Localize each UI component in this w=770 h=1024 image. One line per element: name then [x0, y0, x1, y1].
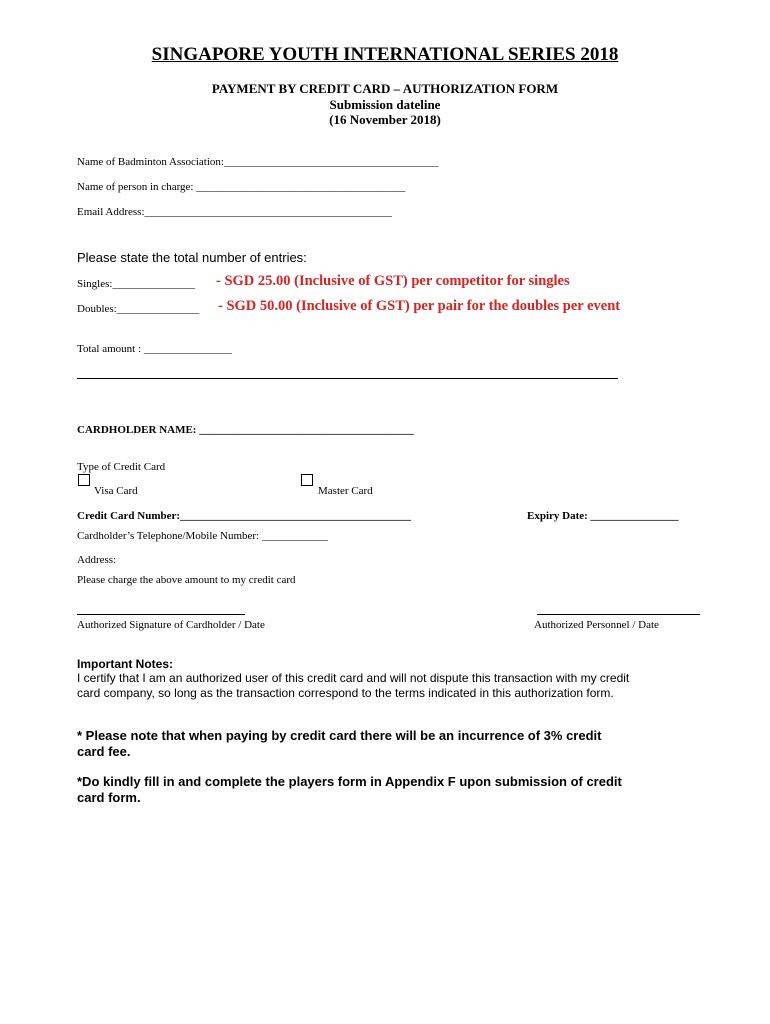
- notes-line-1: I certify that I am an authorized user of this credit card and will not dispute this transaction with my credit: [77, 671, 630, 685]
- form-subtitle: PAYMENT BY CREDIT CARD – AUTHORIZATION FORM: [211, 81, 559, 96]
- page-title: SINGAPORE YOUTH INTERNATIONAL SERIES 2018: [151, 44, 619, 65]
- person-in-charge-field[interactable]: Name of person in charge: ______________________________________: [77, 181, 406, 193]
- appendix-note-line-1: *Do kindly fill in and complete the players form in Appendix F upon submission of credit: [77, 774, 622, 789]
- notes-line-2: card company, so long as the transaction correspond to the terms indicated in this authorization form.: [77, 686, 614, 700]
- personnel-signature-label: Authorized Personnel / Date: [534, 619, 659, 631]
- cardholder-name-field[interactable]: CARDHOLDER NAME: _______________________________________: [77, 424, 414, 436]
- address-field[interactable]: Address:: [77, 554, 117, 566]
- visa-label: Visa Card: [94, 485, 138, 497]
- expiry-date-field[interactable]: Expiry Date: ________________: [527, 510, 679, 522]
- fee-note-line-1: * Please note that when paying by credit card there will be an incurrence of 3% credit: [77, 728, 602, 743]
- association-field[interactable]: Name of Badminton Association:_______________________________________: [77, 156, 439, 168]
- personnel-signature-line[interactable]: [537, 614, 700, 615]
- deadline-date: (16 November 2018): [329, 112, 441, 127]
- fee-note-line-2: card fee.: [77, 744, 131, 759]
- total-amount-field[interactable]: Total amount : ________________: [77, 343, 232, 355]
- card-number-field[interactable]: Credit Card Number:__________________________________________: [77, 510, 412, 522]
- visa-checkbox[interactable]: [78, 474, 90, 486]
- doubles-field[interactable]: Doubles:_______________: [77, 303, 200, 315]
- divider-line: [77, 378, 618, 379]
- appendix-note-line-2: card form.: [77, 790, 141, 805]
- deadline-label: Submission dateline: [329, 97, 441, 112]
- doubles-fee-note: - SGD 50.00 (Inclusive of GST) per pair for the doubles per event: [218, 298, 621, 314]
- entries-prompt: Please state the total number of entries:: [77, 250, 307, 265]
- cardholder-signature-line[interactable]: [77, 614, 245, 615]
- cardholder-signature-label: Authorized Signature of Cardholder / Date: [77, 619, 265, 631]
- card-type-label: Type of Credit Card: [77, 461, 166, 473]
- notes-heading: Important Notes:: [77, 657, 173, 671]
- email-field[interactable]: Email Address:_____________________________________________: [77, 206, 393, 218]
- singles-fee-note: - SGD 25.00 (Inclusive of GST) per competitor for singles: [216, 273, 570, 289]
- singles-field[interactable]: Singles:_______________: [77, 278, 195, 290]
- telephone-field[interactable]: Cardholder’s Telephone/Mobile Number: ____________: [77, 530, 328, 542]
- mastercard-label: Master Card: [318, 485, 373, 497]
- charge-statement: Please charge the above amount to my credit card: [77, 574, 296, 586]
- mastercard-checkbox[interactable]: [301, 474, 313, 486]
